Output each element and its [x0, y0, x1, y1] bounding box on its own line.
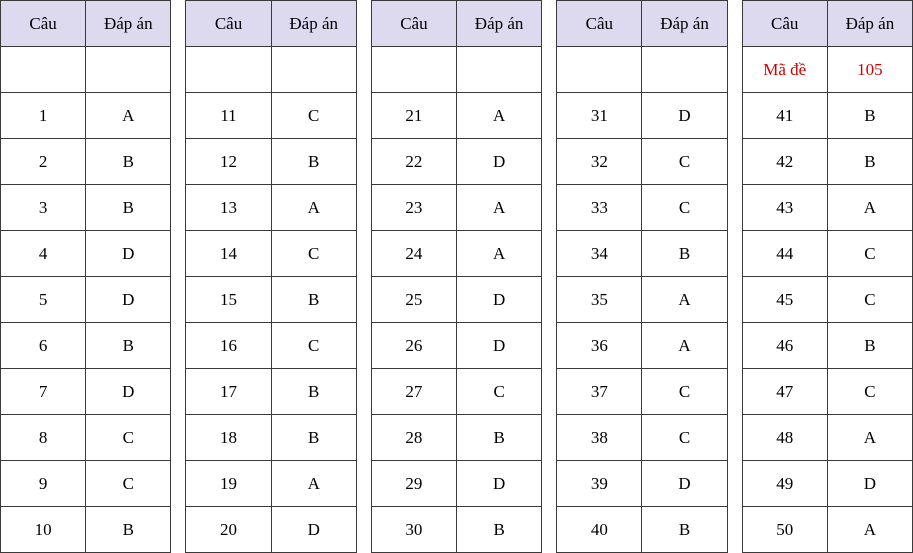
- question-number: 44: [742, 231, 827, 277]
- answer-letter: D: [271, 507, 356, 553]
- table-row: [1, 93, 171, 139]
- question-number: 24: [371, 231, 456, 277]
- question-number: 45: [742, 277, 827, 323]
- question-number: 17: [186, 369, 271, 415]
- answer-letter: C: [827, 277, 912, 323]
- table-row: [1, 461, 171, 507]
- answer-letter: C: [86, 461, 171, 507]
- question-number: 30: [371, 507, 456, 553]
- answer-letter: B: [86, 185, 171, 231]
- answer-letter: D: [457, 139, 542, 185]
- question-number: 27: [371, 369, 456, 415]
- table-row: [371, 415, 541, 461]
- answer-table-4: [556, 0, 727, 553]
- table-row: [742, 461, 912, 507]
- table-row: [371, 185, 541, 231]
- table-row: [557, 507, 727, 553]
- answer-letter: C: [642, 185, 727, 231]
- title-row: [1, 47, 171, 93]
- question-number: 18: [186, 415, 271, 461]
- answer-letter: D: [457, 323, 542, 369]
- answer-letter: B: [271, 139, 356, 185]
- answer-letter: A: [642, 277, 727, 323]
- col-header-question: Câu: [186, 1, 271, 47]
- question-number: 48: [742, 415, 827, 461]
- answer-letter: D: [86, 277, 171, 323]
- header-row: [742, 1, 912, 47]
- answer-letter: A: [457, 185, 542, 231]
- question-number: 3: [1, 185, 86, 231]
- question-number: 46: [742, 323, 827, 369]
- answer-rows-5: [742, 93, 912, 553]
- answer-block-5: [742, 0, 913, 539]
- table-row: [186, 231, 356, 277]
- question-number: 13: [186, 185, 271, 231]
- question-number: 15: [186, 277, 271, 323]
- question-number: 37: [557, 369, 642, 415]
- blank-title-cell: [271, 47, 356, 93]
- answer-rows-2: [186, 93, 356, 553]
- answer-letter: D: [86, 369, 171, 415]
- table-row: [1, 277, 171, 323]
- question-number: 36: [557, 323, 642, 369]
- answer-letter: C: [271, 323, 356, 369]
- col-header-answer: Đáp án: [271, 1, 356, 47]
- answer-block-4: [556, 0, 727, 539]
- question-number: 8: [1, 415, 86, 461]
- question-number: 7: [1, 369, 86, 415]
- answer-letter: C: [86, 415, 171, 461]
- question-number: 22: [371, 139, 456, 185]
- table-row: [186, 323, 356, 369]
- col-header-answer: Đáp án: [457, 1, 542, 47]
- table-row: [742, 231, 912, 277]
- answer-rows-1: [1, 93, 171, 553]
- question-number: 49: [742, 461, 827, 507]
- question-number: 50: [742, 507, 827, 553]
- answer-letter: A: [457, 93, 542, 139]
- answer-letter: B: [86, 507, 171, 553]
- title-row: [371, 47, 541, 93]
- table-row: [371, 507, 541, 553]
- table-row: [557, 277, 727, 323]
- column-gap: [542, 0, 556, 504]
- table-row: [371, 461, 541, 507]
- blank-title-cell: [186, 47, 271, 93]
- question-number: 14: [186, 231, 271, 277]
- answer-letter: B: [642, 231, 727, 277]
- table-row: [371, 277, 541, 323]
- answer-letter: A: [827, 415, 912, 461]
- answer-letter: B: [457, 507, 542, 553]
- question-number: 12: [186, 139, 271, 185]
- question-number: 31: [557, 93, 642, 139]
- answer-letter: B: [457, 415, 542, 461]
- title-row: [186, 47, 356, 93]
- table-row: [557, 231, 727, 277]
- col-header-answer: Đáp án: [642, 1, 727, 47]
- col-header-question: Câu: [371, 1, 456, 47]
- question-number: 11: [186, 93, 271, 139]
- question-number: 40: [557, 507, 642, 553]
- answer-letter: C: [457, 369, 542, 415]
- answer-letter: B: [86, 139, 171, 185]
- question-number: 10: [1, 507, 86, 553]
- table-row: [1, 231, 171, 277]
- table-row: [742, 415, 912, 461]
- column-gap: [171, 0, 185, 504]
- answer-letter: B: [827, 139, 912, 185]
- question-number: 20: [186, 507, 271, 553]
- answer-letter: C: [827, 369, 912, 415]
- table-row: [371, 93, 541, 139]
- table-row: [742, 185, 912, 231]
- question-number: 1: [1, 93, 86, 139]
- answer-letter: C: [642, 415, 727, 461]
- answer-letter: B: [827, 323, 912, 369]
- table-row: [557, 185, 727, 231]
- table-row: [1, 185, 171, 231]
- answer-letter: A: [86, 93, 171, 139]
- question-number: 9: [1, 461, 86, 507]
- table-row: [371, 369, 541, 415]
- table-row: [186, 185, 356, 231]
- table-row: [1, 139, 171, 185]
- exam-code-value: 105: [827, 47, 912, 93]
- question-number: 4: [1, 231, 86, 277]
- question-number: 43: [742, 185, 827, 231]
- blank-title-cell: [642, 47, 727, 93]
- question-number: 33: [557, 185, 642, 231]
- exam-code-label: Mã đề: [742, 47, 827, 93]
- answer-letter: A: [271, 461, 356, 507]
- table-row: [186, 93, 356, 139]
- table-row: [742, 93, 912, 139]
- question-number: 2: [1, 139, 86, 185]
- question-number: 34: [557, 231, 642, 277]
- blank-title-cell: [371, 47, 456, 93]
- answer-table-5: [742, 0, 913, 553]
- question-number: 25: [371, 277, 456, 323]
- table-row: [186, 507, 356, 553]
- blank-title-cell: [1, 47, 86, 93]
- question-number: 35: [557, 277, 642, 323]
- answer-letter: A: [457, 231, 542, 277]
- answer-letter: C: [642, 139, 727, 185]
- question-number: 5: [1, 277, 86, 323]
- table-row: [742, 507, 912, 553]
- question-number: 23: [371, 185, 456, 231]
- answer-block-3: [371, 0, 542, 539]
- answer-letter: A: [642, 323, 727, 369]
- table-row: [186, 461, 356, 507]
- table-row: [186, 277, 356, 323]
- table-row: [1, 369, 171, 415]
- answer-letter: B: [271, 369, 356, 415]
- question-number: 41: [742, 93, 827, 139]
- col-header-answer: Đáp án: [86, 1, 171, 47]
- question-number: 19: [186, 461, 271, 507]
- answer-letter: C: [827, 231, 912, 277]
- question-number: 42: [742, 139, 827, 185]
- answer-letter: A: [271, 185, 356, 231]
- column-gap: [728, 0, 742, 504]
- answer-block-2: [185, 0, 356, 539]
- col-header-question: Câu: [557, 1, 642, 47]
- column-gap: [357, 0, 371, 504]
- table-row: [186, 415, 356, 461]
- question-number: 21: [371, 93, 456, 139]
- answer-letter: C: [271, 231, 356, 277]
- answer-rows-3: [371, 93, 541, 553]
- answer-letter: D: [457, 461, 542, 507]
- table-row: [557, 93, 727, 139]
- blank-title-cell: [86, 47, 171, 93]
- question-number: 28: [371, 415, 456, 461]
- answer-table-3: [371, 0, 542, 553]
- col-header-question: Câu: [742, 1, 827, 47]
- question-number: 39: [557, 461, 642, 507]
- table-row: [557, 139, 727, 185]
- answer-table-1: [0, 0, 171, 553]
- table-row: [742, 139, 912, 185]
- table-row: [742, 369, 912, 415]
- question-number: 47: [742, 369, 827, 415]
- header-row: [1, 1, 171, 47]
- answer-letter: D: [457, 277, 542, 323]
- title-row: [557, 47, 727, 93]
- col-header-question: Câu: [1, 1, 86, 47]
- table-row: [371, 139, 541, 185]
- col-header-answer: Đáp án: [827, 1, 912, 47]
- question-number: 32: [557, 139, 642, 185]
- table-row: [557, 415, 727, 461]
- table-row: [1, 323, 171, 369]
- question-number: 16: [186, 323, 271, 369]
- table-row: [1, 507, 171, 553]
- answer-table-2: [185, 0, 356, 553]
- table-row: [186, 369, 356, 415]
- table-row: [557, 461, 727, 507]
- table-row: [557, 323, 727, 369]
- answer-letter: B: [642, 507, 727, 553]
- answer-rows-4: [557, 93, 727, 553]
- answer-letter: D: [86, 231, 171, 277]
- answer-letter: B: [271, 415, 356, 461]
- answer-letter: D: [642, 461, 727, 507]
- question-number: 29: [371, 461, 456, 507]
- question-number: 6: [1, 323, 86, 369]
- question-number: 38: [557, 415, 642, 461]
- answer-letter: D: [642, 93, 727, 139]
- header-row: [186, 1, 356, 47]
- answer-letter: A: [827, 185, 912, 231]
- table-row: [371, 231, 541, 277]
- blank-title-cell: [457, 47, 542, 93]
- answer-letter: B: [271, 277, 356, 323]
- answer-letter: B: [86, 323, 171, 369]
- blank-title-cell: [557, 47, 642, 93]
- answer-letter: D: [827, 461, 912, 507]
- table-row: [1, 415, 171, 461]
- table-row: [186, 139, 356, 185]
- answer-letter: C: [271, 93, 356, 139]
- question-number: 26: [371, 323, 456, 369]
- answer-block-1: [0, 0, 171, 539]
- exam-code-row: [742, 47, 912, 93]
- table-row: [557, 369, 727, 415]
- table-row: [742, 277, 912, 323]
- table-row: [371, 323, 541, 369]
- table-row: [742, 323, 912, 369]
- answer-letter: A: [827, 507, 912, 553]
- answer-letter: C: [642, 369, 727, 415]
- answer-letter: B: [827, 93, 912, 139]
- header-row: [557, 1, 727, 47]
- header-row: [371, 1, 541, 47]
